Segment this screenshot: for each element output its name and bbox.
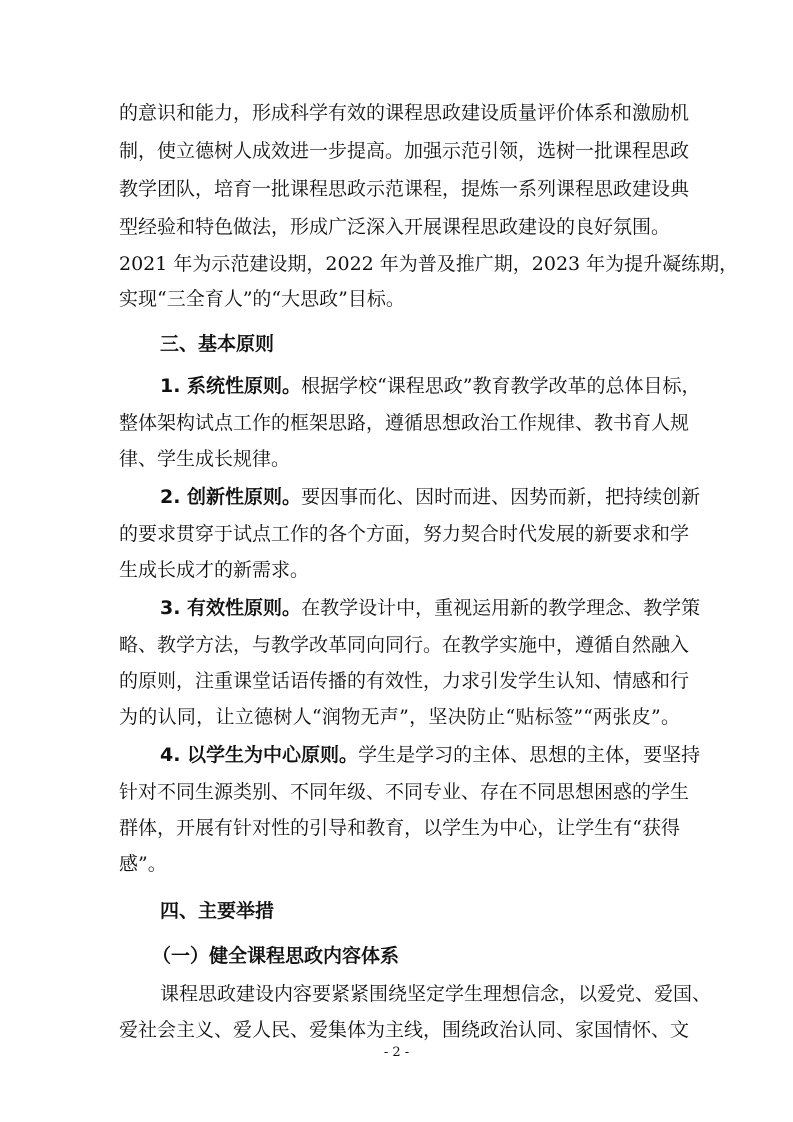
paragraph-line: 略、教学方法，与教学改革同向同行。在教学实施中，遵循自然融入 (119, 634, 690, 656)
page-number: - 2 - (383, 1045, 410, 1060)
paragraph-line: 整体架构试点工作的框架思路，遵循思想政治工作规律、教书育人规 (119, 412, 690, 434)
paragraph-line: 的原则，注重课堂话语传播的有效性，力求引发学生认知、情感和行 (119, 670, 690, 692)
paragraph-line: 型经验和特色做法，形成广泛深入开展课程思政建设的良好氛围。 (119, 216, 671, 238)
principle-text: 在教学设计中，重视运用新的教学理念、教学策 (301, 597, 701, 619)
principle-title: 2. 创新性原则。 (160, 486, 302, 508)
principle-line (160, 372, 701, 400)
paragraph-line: 律、学生成长规律。 (119, 448, 291, 470)
principle-text: 根据学校“课程思政”教育教学改革的总体目标， (301, 375, 701, 397)
paragraph-line: 教学团队，培育一批课程思政示范课程，提炼一系列课程思政建设典 (119, 178, 690, 200)
paragraph-line: 群体，开展有针对性的引导和教育，以学生为中心，让学生有“获得 (119, 817, 680, 839)
principle-text: 要因事而化、因时而进、因势而新，把持续创新 (301, 486, 701, 508)
principle-line (160, 741, 701, 769)
paragraph-line: 2021 年为示范建设期，2022 年为普及推广期，2023 年为提升凝练期， (119, 253, 739, 275)
principle-line (160, 594, 701, 622)
paragraph-line: 生成长成才的新需求。 (119, 559, 310, 581)
principle-title: 3. 有效性原则。 (160, 597, 302, 619)
paragraph-line: 为的认同，让立德树人“润物无声”，坚决防止“贴标签”“两张皮”。 (119, 706, 680, 728)
section-heading: 三、基本原则 (160, 333, 275, 355)
paragraph-line: 爱社会主义、爱人民、爱集体为主线，围绕政治认同、家国情怀、文 (119, 1019, 690, 1041)
subsection-heading: （一）健全课程思政内容体系 (152, 945, 400, 967)
paragraph-line: 制，使立德树人成效进一步提高。加强示范引领，选树一批课程思政 (119, 140, 690, 162)
paragraph-line: 实现“三全育人”的“大思政”目标。 (119, 288, 405, 310)
paragraph-line: 感”。 (119, 853, 167, 875)
paragraph-line: 针对不同生源类别、不同年级、不同专业、存在不同思想困惑的学生 (119, 781, 690, 803)
principle-text: 学生是学习的主体、思想的主体，要坚持 (358, 744, 701, 766)
paragraph-line: 的意识和能力，形成科学有效的课程思政建设质量评价体系和激励机 (119, 102, 690, 124)
principle-title: 1. 系统性原则。 (160, 375, 302, 397)
section-heading: 四、主要举措 (160, 900, 275, 922)
paragraph-line: 的要求贯穿于试点工作的各个方面，努力契合时代发展的新要求和学 (119, 523, 690, 545)
principle-title: 4. 以学生为中心原则。 (160, 744, 359, 766)
principle-line (160, 483, 701, 511)
paragraph-line: 课程思政建设内容要紧紧围绕坚定学生理想信念，以爱党、爱国、 (160, 983, 712, 1005)
